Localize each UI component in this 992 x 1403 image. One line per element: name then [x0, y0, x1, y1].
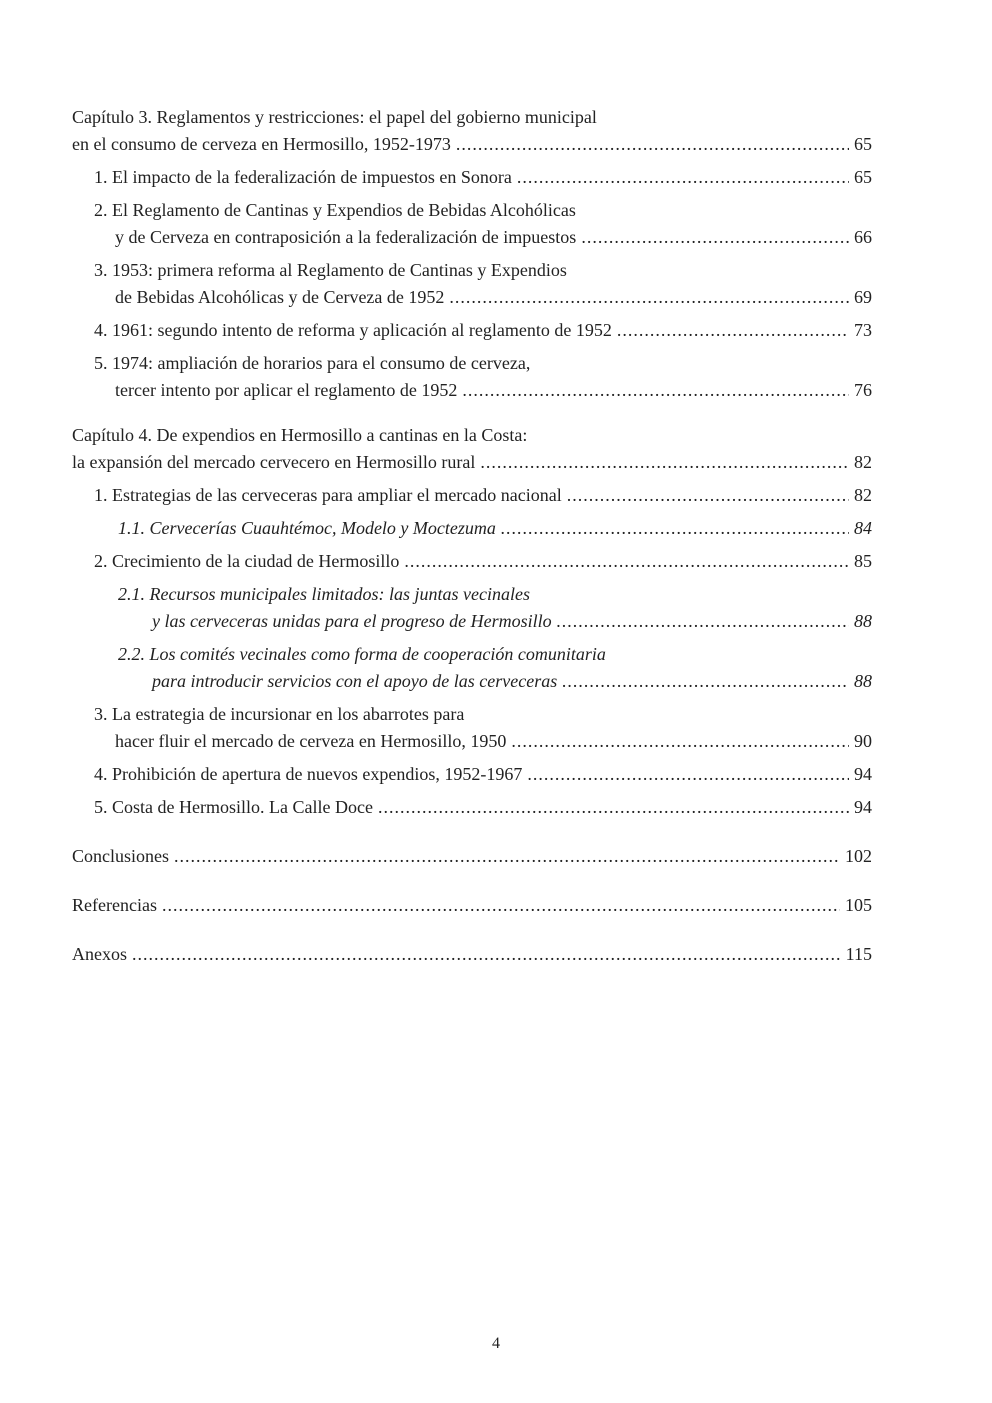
- toc-line: [72, 131, 872, 158]
- toc-line: [94, 728, 872, 755]
- page-ref: 82: [854, 485, 872, 505]
- entry-title: 1. Estrategias de las cerveceras para ampliar el mercado nacional: [94, 485, 562, 505]
- toc-conclusiones[interactable]: [72, 843, 872, 870]
- toc-entry[interactable]: [72, 164, 872, 191]
- toc-line: [94, 377, 872, 404]
- entry-title: 2. Crecimiento de la ciudad de Hermosillo: [94, 551, 400, 571]
- dot-leader: [378, 794, 849, 821]
- toc-line: [94, 482, 872, 509]
- toc-line: [118, 668, 872, 695]
- entry-title: 3. La estrategia de incursionar en los abarrotes para: [94, 704, 465, 724]
- dot-leader: [462, 377, 849, 404]
- page-ref: 66: [854, 227, 872, 247]
- page-ref: 90: [854, 731, 872, 751]
- toc-entry[interactable]: [72, 257, 872, 311]
- toc-line: [72, 422, 872, 449]
- toc-entry[interactable]: [72, 350, 872, 404]
- page-ref: 73: [854, 320, 872, 340]
- toc-chapter-4[interactable]: [72, 422, 872, 476]
- page-ref: 82: [854, 452, 872, 472]
- toc-anexos[interactable]: [72, 941, 872, 968]
- toc-line: [72, 843, 872, 870]
- toc-subentry[interactable]: [72, 641, 872, 695]
- toc-referencias[interactable]: [72, 892, 872, 919]
- toc-line: [94, 350, 872, 377]
- entry-title: Anexos: [72, 944, 127, 964]
- page-ref: 85: [854, 551, 872, 571]
- toc-line: [72, 941, 872, 968]
- entry-title: 2.2. Los comités vecinales como forma de cooperación comunitaria: [118, 644, 606, 664]
- page-ref: 69: [854, 287, 872, 307]
- dot-leader: [456, 131, 849, 158]
- dot-leader: [174, 843, 840, 870]
- dot-leader: [581, 224, 849, 251]
- toc-entry[interactable]: [72, 482, 872, 509]
- dot-leader: [480, 449, 849, 476]
- toc-line: [94, 701, 872, 728]
- chapter-title: Capítulo 3. Reglamentos y restricciones: el papel del gobierno municipal: [72, 107, 597, 127]
- entry-title-cont: de Bebidas Alcohólicas y de Cerveza de 1952: [115, 287, 445, 307]
- entry-title: 4. Prohibición de apertura de nuevos expendios, 1952-1967: [94, 764, 523, 784]
- page-ref: 105: [845, 895, 872, 915]
- table-of-contents: [72, 104, 872, 968]
- toc-line: [118, 641, 872, 668]
- dot-leader: [567, 482, 849, 509]
- dot-leader: [501, 515, 849, 542]
- page-ref: 88: [854, 611, 872, 631]
- toc-line: [94, 257, 872, 284]
- dot-leader: [511, 728, 849, 755]
- toc-line: [118, 515, 872, 542]
- entry-title-cont: y de Cerveza en contraposición a la federalización de impuestos: [115, 227, 577, 247]
- toc-subentry[interactable]: [72, 581, 872, 635]
- entry-title: 1.1. Cervecerías Cuauhtémoc, Modelo y Moctezuma: [118, 518, 496, 538]
- toc-entry[interactable]: [72, 317, 872, 344]
- toc-line: [72, 892, 872, 919]
- toc-line: [72, 449, 872, 476]
- toc-line: [94, 317, 872, 344]
- toc-entry[interactable]: [72, 794, 872, 821]
- dot-leader: [562, 668, 849, 695]
- toc-line: [94, 548, 872, 575]
- page-ref: 65: [854, 134, 872, 154]
- page-ref: 65: [854, 167, 872, 187]
- dot-leader: [527, 761, 849, 788]
- entry-title: 2.1. Recursos municipales limitados: las juntas vecinales: [118, 584, 530, 604]
- entry-title: 4. 1961: segundo intento de reforma y aplicación al reglamento de 1952: [94, 320, 612, 340]
- toc-entry[interactable]: [72, 701, 872, 755]
- toc-entry[interactable]: [72, 548, 872, 575]
- entry-title-cont: hacer fluir el mercado de cerveza en Hermosillo, 1950: [115, 731, 507, 751]
- toc-line: [94, 224, 872, 251]
- dot-leader: [162, 892, 840, 919]
- page-number: 4: [492, 1335, 500, 1352]
- chapter-title-cont: la expansión del mercado cervecero en Hermosillo rural: [72, 452, 476, 472]
- entry-title-cont: tercer intento por aplicar el reglamento de 1952: [115, 380, 458, 400]
- dot-leader: [132, 941, 841, 968]
- page-ref: 94: [854, 764, 872, 784]
- dot-leader: [517, 164, 849, 191]
- toc-line: [72, 104, 872, 131]
- toc-subentry[interactable]: [72, 515, 872, 542]
- toc-line: [118, 581, 872, 608]
- entry-title: Referencias: [72, 895, 157, 915]
- entry-title: 1. El impacto de la federalización de impuestos en Sonora: [94, 167, 512, 187]
- page-ref: 88: [854, 671, 872, 691]
- chapter-title: Capítulo 4. De expendios en Hermosillo a cantinas en la Costa:: [72, 425, 528, 445]
- toc-line: [94, 164, 872, 191]
- dot-leader: [404, 548, 849, 575]
- entry-title: 2. El Reglamento de Cantinas y Expendios de Bebidas Alcohólicas: [94, 200, 576, 220]
- entry-title: 5. Costa de Hermosillo. La Calle Doce: [94, 797, 373, 817]
- dot-leader: [557, 608, 849, 635]
- toc-line: [94, 794, 872, 821]
- entry-title: 5. 1974: ampliación de horarios para el consumo de cerveza,: [94, 353, 531, 373]
- entry-title: 3. 1953: primera reforma al Reglamento de Cantinas y Expendios: [94, 260, 567, 280]
- entry-title-cont: para introducir servicios con el apoyo de las cerveceras: [152, 671, 558, 691]
- toc-line: [94, 761, 872, 788]
- toc-chapter-3[interactable]: [72, 104, 872, 158]
- toc-line: [94, 284, 872, 311]
- toc-line: [118, 608, 872, 635]
- dot-leader: [617, 317, 849, 344]
- page-ref: 115: [845, 944, 872, 964]
- toc-line: [94, 197, 872, 224]
- chapter-title-cont: en el consumo de cerveza en Hermosillo, 1952-1973: [72, 134, 451, 154]
- page-ref: 84: [854, 518, 872, 538]
- page-ref: 102: [845, 846, 872, 866]
- page-ref: 76: [854, 380, 872, 400]
- entry-title: Conclusiones: [72, 846, 169, 866]
- entry-title-cont: y las cerveceras unidas para el progreso de Hermosillo: [152, 611, 552, 631]
- toc-entry[interactable]: [72, 197, 872, 251]
- dot-leader: [449, 284, 849, 311]
- page-ref: 94: [854, 797, 872, 817]
- toc-entry[interactable]: [72, 761, 872, 788]
